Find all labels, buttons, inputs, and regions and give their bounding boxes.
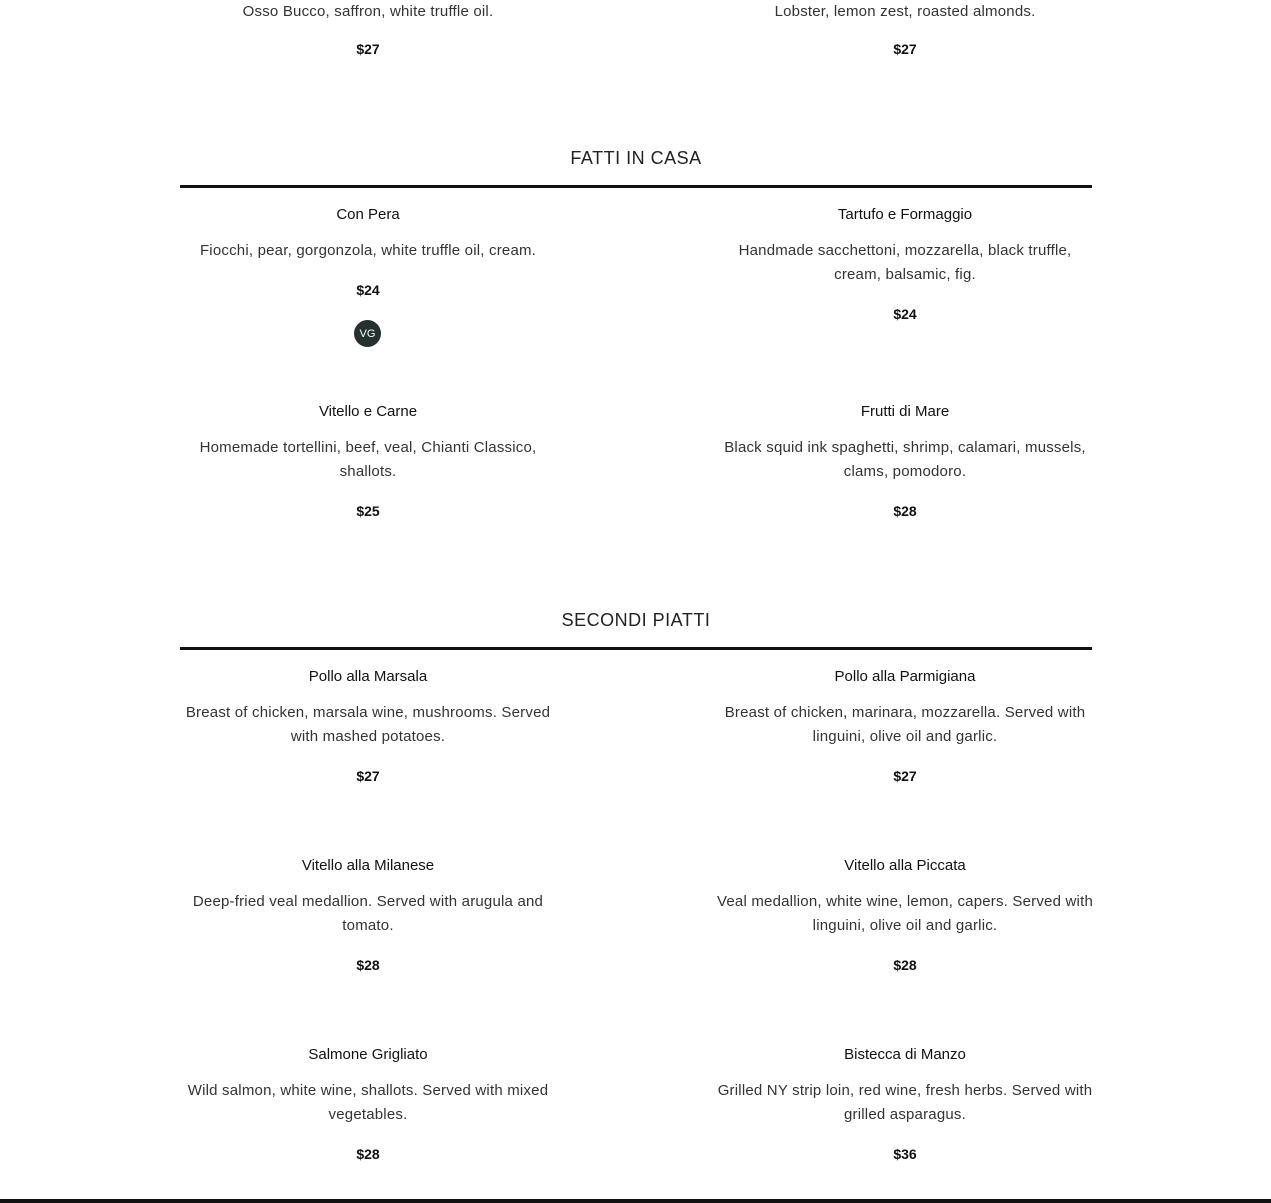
item-price: $24 [893, 306, 917, 322]
item-description: Deep-fried veal medallion. Served with arugula and tomato. [192, 893, 544, 934]
section-title-fatti-in-casa: FATTI IN CASA [570, 148, 702, 168]
item-description: Wild salmon, white wine, shallots. Served with mixed vegetables. [187, 1082, 549, 1123]
top-left-item-price: $27 [356, 41, 380, 57]
item-name: Bistecca di Manzo [844, 1046, 966, 1063]
item-description: Handmade sacchettoni, mozzarella, black truffle, cream, balsamic, fig. [738, 242, 1072, 283]
top-right-item-description: Lobster, lemon zest, roasted almonds. [774, 3, 1036, 20]
item-description: Grilled NY strip loin, red wine, fresh herbs. Served with grilled asparagus. [717, 1082, 1093, 1123]
item-price: $25 [356, 503, 380, 519]
footer-divider [0, 1199, 1271, 1203]
item-price: $28 [893, 503, 917, 519]
section-divider [180, 185, 1092, 188]
top-right-item-price: $27 [893, 41, 917, 57]
item-name: Vitello e Carne [318, 403, 418, 420]
item-name: Vitello alla Piccata [844, 857, 966, 874]
section-title-secondi-piatti: SECONDI PIATTI [561, 610, 711, 630]
item-name: Pollo alla Marsala [308, 668, 428, 685]
item-description: Breast of chicken, marinara, mozzarella. Served with linguini, olive oil and garlic. [724, 704, 1086, 745]
item-price: $28 [356, 1146, 380, 1162]
item-price: $24 [356, 282, 380, 298]
item-price: $36 [893, 1146, 917, 1162]
item-name: Tartufo e Formaggio [837, 206, 973, 223]
item-name: Con Pera [336, 206, 400, 223]
vegetarian-badge-icon: VG [354, 320, 381, 347]
item-name: Salmone Grigliato [308, 1046, 428, 1063]
item-description: Breast of chicken, marsala wine, mushrooms. Served with mashed potatoes. [185, 704, 551, 745]
item-price: $28 [893, 957, 917, 973]
item-description: Veal medallion, white wine, lemon, capers. Served with linguini, olive oil and garlic. [717, 893, 1093, 934]
top-left-item-description: Osso Bucco, saffron, white truffle oil. [242, 3, 494, 20]
item-price: $27 [893, 768, 917, 784]
item-name: Vitello alla Milanese [301, 857, 435, 874]
item-price: $27 [356, 768, 380, 784]
item-price: $28 [356, 957, 380, 973]
section-divider [180, 647, 1092, 650]
item-description: Black squid ink spaghetti, shrimp, calamari, mussels, clams, pomodoro. [724, 439, 1086, 480]
item-name: Frutti di Mare [860, 403, 950, 420]
item-description: Homemade tortellini, beef, veal, Chianti Classico, shallots. [199, 439, 537, 480]
item-description: Fiocchi, pear, gorgonzola, white truffle oil, cream. [199, 242, 537, 259]
item-name: Pollo alla Parmigiana [834, 668, 976, 685]
